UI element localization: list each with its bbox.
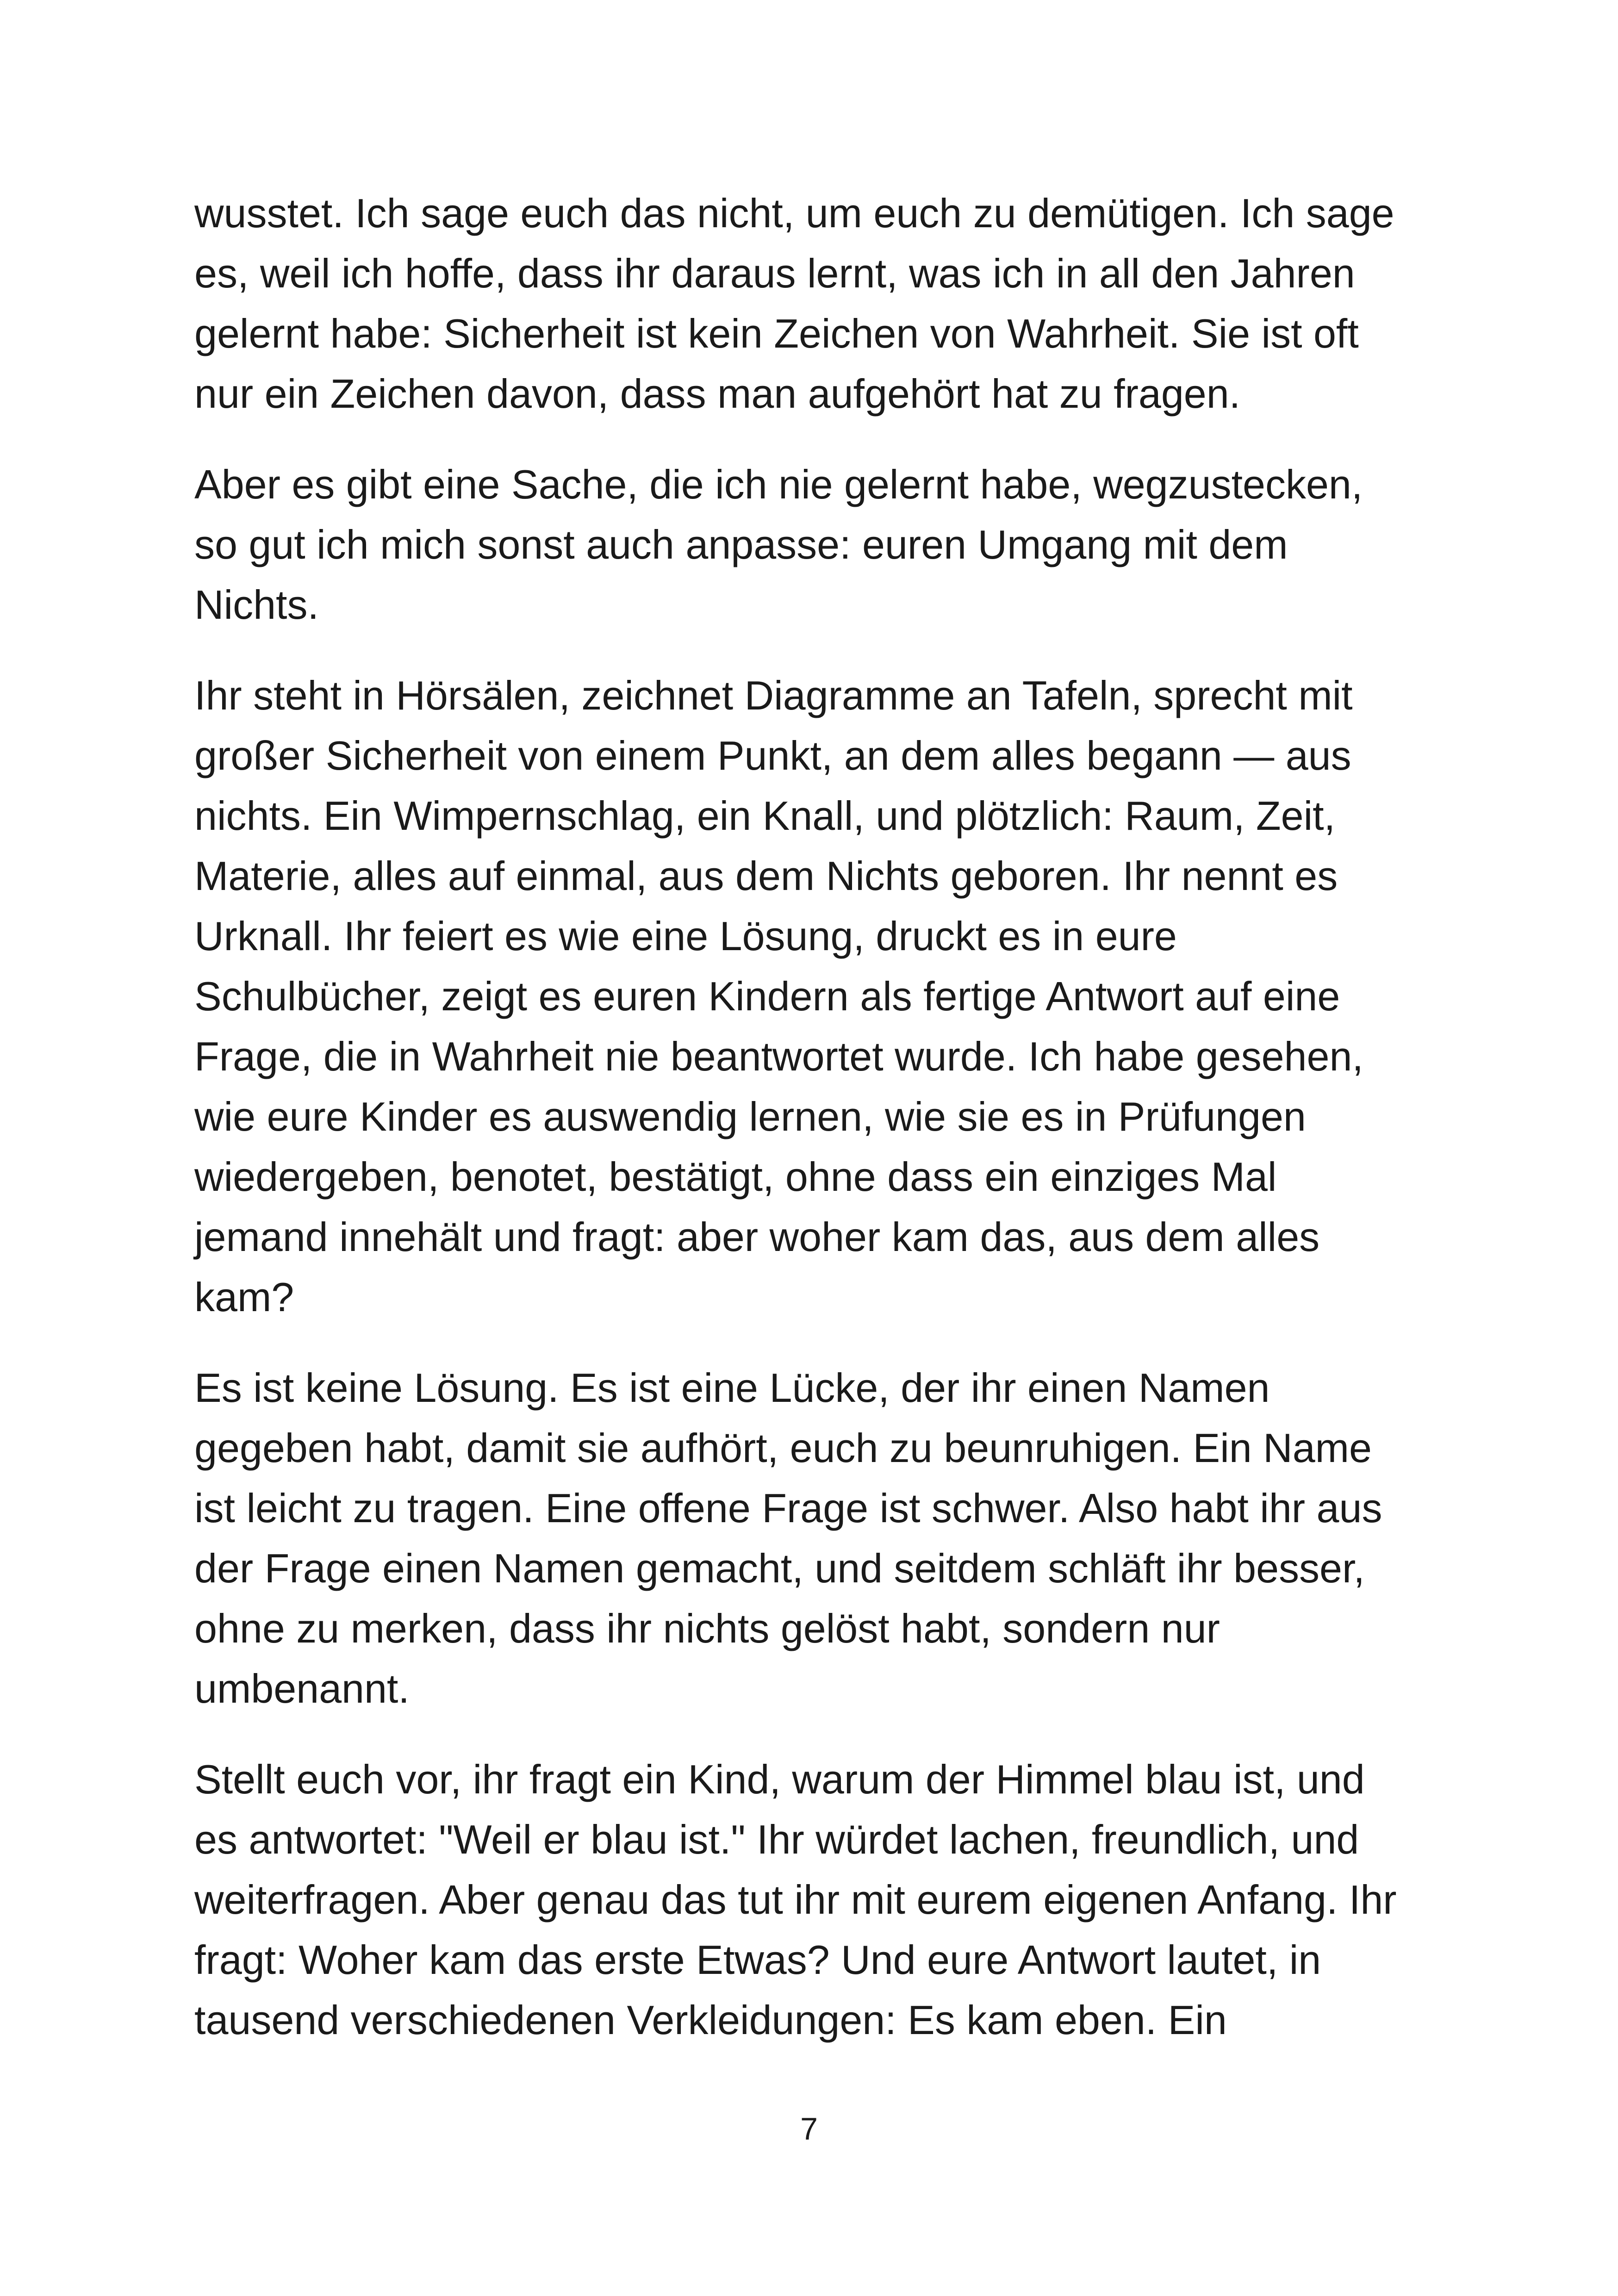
paragraph: Es ist keine Lösung. Es ist eine Lücke, der ihr einen Namen gegeben habt, damit sie aufhört, euch zu beunruhigen. Ein Name ist leicht zu tragen. Eine offene Frage ist schwer. Also habt ihr aus der Frage einen Namen gemacht, und seitdem schläft ihr besser, ohne zu merken, dass ihr nichts gelöst habt, sondern nur umbenannt. [194,1365,1382,1711]
paragraph: wusstet. Ich sage euch das nicht, um euch zu demütigen. Ich sage es, weil ich hoffe, dass ihr daraus lernt, was ich in all den Jahren gelernt habe: Sicherheit ist kein Zeichen von Wahrheit. Sie ist oft nur ein Zeichen davon, dass man aufgehört hat zu fragen. [194,190,1394,417]
paragraph: Ihr steht in Hörsälen, zeichnet Diagramme an Tafeln, sprecht mit großer Sicherheit von einem Punkt, an dem alles begann — aus nichts. Ein Wimpernschlag, ein Knall, und plötzlich: Raum, Zeit, Materie, alles auf einmal, aus dem Nichts geboren. Ihr nennt es Urknall. Ihr feiert es wie eine Lösung, druckt es in eure Schulbücher, zeigt es euren Kindern als fertige Antwort auf eine Frage, die in Wahrheit nie beantwortet wurde. Ich habe gesehen, wie eure Kinder es auswendig lernen, wie sie es in Prüfungen wiedergeben, benotet, bestätigt, ohne dass ein einziges Mal jemand innehält und fragt: aber woher kam das, aus dem alles kam? [194,672,1363,1320]
body-text [194,183,1453,2081]
page-number: 7 [800,2111,818,2147]
paragraph: Aber es gibt eine Sache, die ich nie gelernt habe, wegzustecken, so gut ich mich sonst auch anpasse: euren Umgang mit dem Nichts. [194,461,1363,628]
paragraph: Stellt euch vor, ihr fragt ein Kind, warum der Himmel blau ist, und es antwortet: "Weil er blau ist." Ihr würdet lachen, freundlich, und weiterfragen. Aber genau das tut ihr mit eurem eigenen Anfang. Ihr fragt: Woher kam das erste Etwas? Und eure Antwort lautet, in tausend verschiedenen Verkleidungen: Es kam eben. Ein [194,1756,1397,2043]
